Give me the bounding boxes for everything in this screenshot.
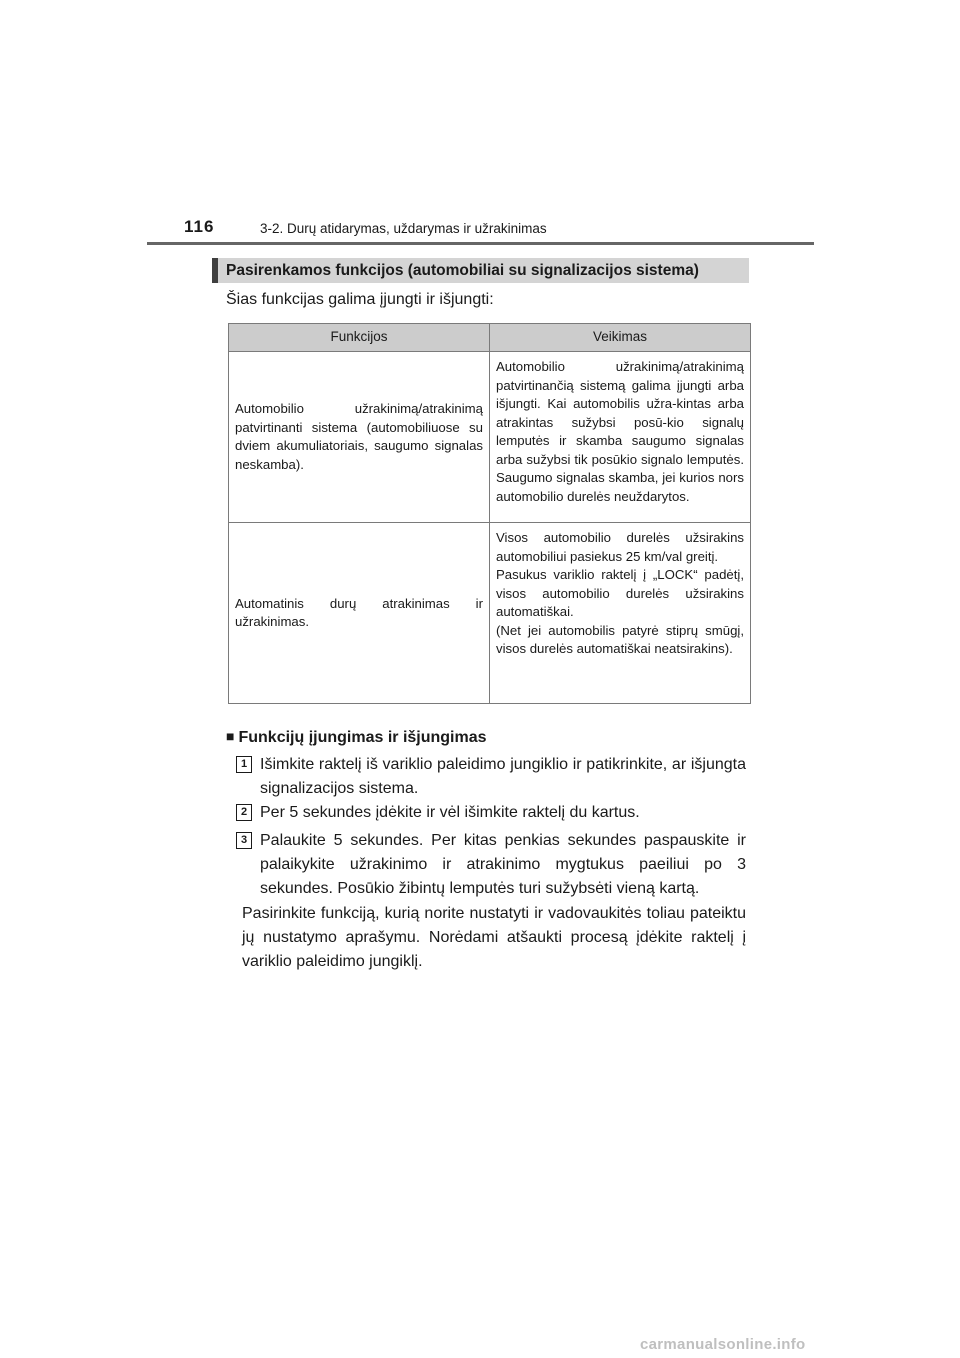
operation-cell: [490, 523, 751, 704]
table-row: [229, 352, 751, 523]
function-cell: Automatinis durų atrakinimas ir užrakinimas.: [229, 523, 490, 704]
column-header-functions: Funkcijos: [229, 324, 490, 352]
breadcrumb: 3-2. Durų atidarymas, uždarymas ir užrakinimas: [260, 221, 547, 236]
step-text: Išimkite raktelį iš variklio paleidimo jungiklio ir patikrinkite, ar išjungta signalizacijos sistema.: [260, 756, 746, 797]
section-intro: Šias funkcijas galima įjungti ir išjungti:: [226, 291, 494, 308]
step-number-badge: 2: [236, 804, 252, 821]
procedure-title: Funkcijų įjungimas ir išjungimas: [238, 729, 487, 746]
step-number-badge: 3: [236, 832, 252, 849]
square-bullet-icon: ■: [226, 728, 235, 744]
procedure-step: [236, 801, 746, 825]
operation-line: (Net jei automobilis patyrė stiprų smūgį, visos durelės automatiškai neatsirakins).: [496, 622, 744, 656]
step-text: Per 5 sekundes įdėkite ir vėl išimkite raktelį du kartus.: [260, 804, 640, 821]
procedure-step: [236, 753, 746, 801]
site-watermark: carmanualsonline.info: [640, 1336, 806, 1353]
operation-line: Pasukus variklio raktelį į „LOCK“ padėtį, visos automobilio durelės užsirakins automatiškai.: [496, 567, 744, 619]
column-header-operation: Veikimas: [490, 324, 751, 352]
procedure-step: [236, 829, 746, 901]
operation-cell: Automobilio užrakinimą/atrakinimą patvirtinančią sistemą galima įjungti arba išjungti. Kai automobilis užra-kintas arba atrakintas sužybsi posū-kio signalų lemputės ir skamba saugumo signalas arba sužybsi tik posūkio signalo lemputės. Saugumo signalas skamba, jei kurios nors automobilio durelės neuždarytos.: [490, 352, 751, 523]
section-title: Pasirenkamos funkcijos (automobiliai su signalizacijos sistema): [212, 258, 749, 283]
function-cell: Automobilio užrakinimą/atrakinimą patvirtinanti sistema (automobiliuose su dviem akumuliatoriais, saugumo signalas neskamba).: [229, 352, 490, 523]
table-header-row: [229, 324, 751, 352]
functions-table: [228, 323, 751, 704]
procedure-heading: [226, 728, 487, 747]
table-row: [229, 523, 751, 704]
operation-line: Visos automobilio durelės užsirakins automobiliui pasiekus 25 km/val greitį.: [496, 530, 744, 564]
procedure-closing-text: Pasirinkite funkciją, kurią norite nustatyti ir vadovaukitės toliau pateiktu jų nustatymo aprašymu. Norėdami atšaukti procesą įdėkite raktelį į variklio paleidimo jungiklį.: [242, 905, 746, 970]
step-number-badge: 1: [236, 756, 252, 773]
header-divider: [147, 242, 814, 245]
page-number: 116: [184, 217, 215, 236]
step-text: Palaukite 5 sekundes. Per kitas penkias sekundes paspauskite ir palaikykite užrakinimo ir atrakinimo mygtukus paeiliui po 3 sekundes. Posūkio žibintų lemputės turi sužybsėti vieną kartą.: [260, 832, 746, 897]
